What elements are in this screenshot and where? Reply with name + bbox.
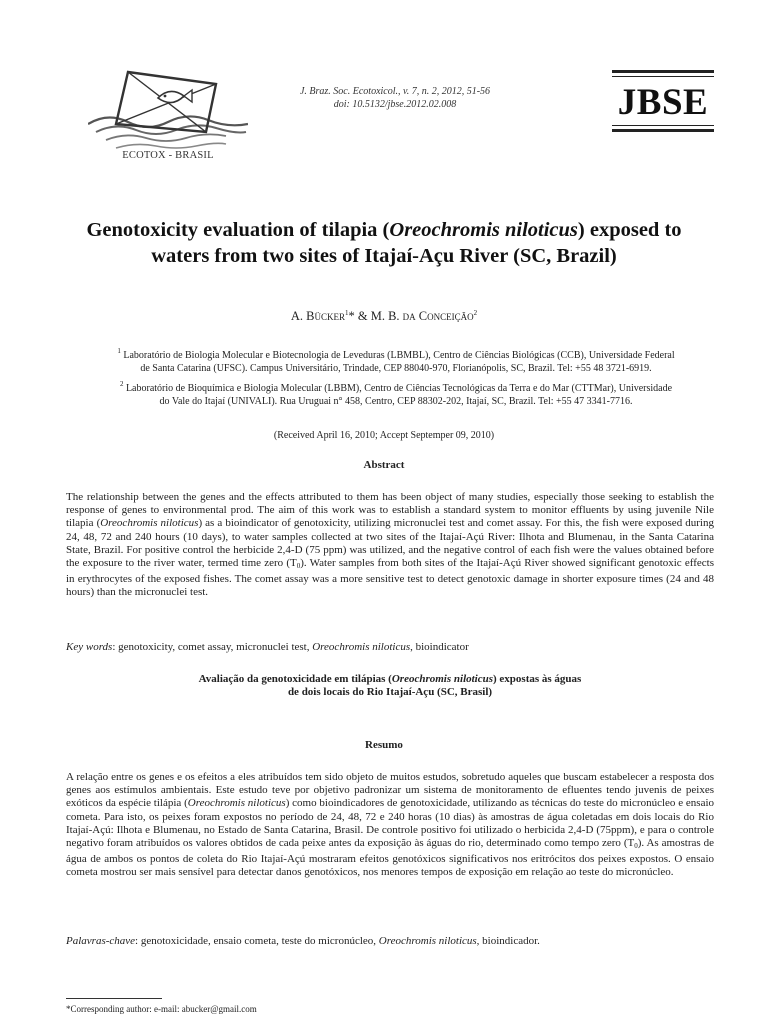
footnote-rule bbox=[66, 998, 162, 999]
journal-mark bbox=[612, 70, 714, 132]
affiliation-2: $^2$ Laboratório de Bioquímica e Biologia Molecular (LBBM), Centro de Ciências Tecnológicas da Terra e do Mar (CTTMar), Universidade do Vale do Itajaí (UNIVALI). Rua Uruguai n° 458, Centro, CEP 88302-202, Itajaí, SC, Brazil. Tel: +55 47 3341-7716. bbox=[119, 380, 673, 407]
paper-title: Genotoxicity evaluation of tilapia (Oreochromis niloticus) exposed to waters from two sites of Itajaí-Açu River (SC, Brazil) bbox=[86, 219, 682, 267]
citation-doi: doi: 10.5132/jbse.2012.02.008 bbox=[333, 98, 457, 110]
citation-volume: J. Braz. Soc. Ecotoxicol., v. 7, n. 2, 2012, 51-56 bbox=[299, 86, 491, 97]
fish-frame-logo-icon bbox=[88, 62, 248, 162]
portuguese-title: Avaliação da genotoxicidade em tilápias (Oreochromis niloticus) expostas às águas de dois locais do Rio Itajaí-Açu (SC, Brasil) bbox=[198, 673, 582, 699]
resumo-heading: Resumo bbox=[365, 739, 403, 751]
bottom-rule bbox=[612, 129, 714, 132]
top-thin-rule bbox=[612, 76, 714, 77]
top-rule bbox=[612, 70, 714, 73]
corresponding-author-footnote: *Corresponding author: e-mail: abucker@gmail.com bbox=[66, 1004, 257, 1014]
received-dates: (Received April 16, 2010; Accept Septemper 09, 2010) bbox=[273, 430, 495, 441]
resumo-body: A relação entre os genes e os efeitos a eles atribuídos tem sido objeto de muitos estudos, sobretudo aqueles que buscam estabelecer a resposta dos genes aos estímulos ambientais. Este estudo teve por objetivo padronizar um sistema de monitoramento de efluentes tendo juvenis de peixes exóticos da espécie tilápia (Oreochromis niloticus) como bioindicadores de genotoxicidade, utilizando as técnicas do teste do micronúcleo e ensaio cometa. Para isto, os peixes foram expostos no período de 24, 48, 72 e 240 horas (10 dias) às amostras de água coletadas em dois locais do Rio Itajaí-Açú: Ilhota e Blumenau, no Estado de Santa Catarina, Brasil. De controle positivo foi utilizado o herbicida 2,4-D (75ppm), e para o controle negativo foram atribuídos os valores obtidos de cada peixe antes da exposição às águas do rio, determinado como tempo zero $(T_0)$. As amostras de água de ambos os pontos de coleta do Rio Itajaí-Açú mostraram efeitos genotóxicos significativos nos eritrócitos dos peixes expostos. O ensaio cometa mostrou ser mais sensível para detectar danos genotóxicos, nos menores tempos de exposição em relação ao teste do micronúcleo. bbox=[66, 771, 715, 879]
affiliation-1: $^1$ Laboratório de Biologia Molecular e Biotecnologia de Leveduras (LBMBL), Centro de Ciências Biológicas (CCB), Universidade Federal de Santa Catarina (UFSC). Campus Universitário, Trindade, CEP 88040-970, Florianópolis, SC, Brazil. Tel: +55 48 3721-6919. bbox=[117, 347, 675, 374]
bottom-thin-rule bbox=[612, 125, 714, 126]
keywords: Key words: genotoxicity, comet assay, micronuclei test, Oreochromis niloticus, bioindicator bbox=[66, 641, 469, 653]
journal-citation bbox=[262, 86, 528, 111]
logo-caption: ECOTOX - BRASIL bbox=[122, 150, 214, 161]
abstract-body: The relationship between the genes and the effects attributed to them has been object of many studies, especially those seeking to establish the response of genes to environmental prod. The aim of this work was to establish a standard system to monitor effluents by using juvenile Nile tilapia (Oreochromis niloticus) as a bioindicator of genotoxicity, utilizing micronuclei test and comet assay. For this, the fish were exposed during 24, 48, 72 and 240 hours (10 days), to water samples collected at two sites of the Itajaí-Açú River: Ilhota and Blumenau, in the Santa Catarina State, Brazil. For positive control the herbicide 2,4-D (75 ppm) was utilized, and the negative control of each fish were the values obtained before the exposure to the river water, termed time zero $(T_0)$. Water samples from both sites of the Itajaí-Açú River showed significant genotoxic effects in erythrocytes of the exposed fishes. The comet assay was a more sensitive test to detect genotoxic damage in shorter exposure times (24 and 48 hours) than the micronuclei test. bbox=[66, 491, 714, 599]
palavras-chave: Palavras-chave: genotoxicidade, ensaio cometa, teste do micronúcleo, Oreochromis niloticus, bioindicador. bbox=[66, 935, 540, 947]
journal-acronym: JBSE bbox=[617, 82, 709, 123]
ecotox-logo bbox=[88, 62, 248, 162]
author-list: A. Bücker$^1$* & M. B. da Conceição$^2$ bbox=[290, 309, 478, 323]
abstract-heading: Abstract bbox=[363, 459, 405, 471]
